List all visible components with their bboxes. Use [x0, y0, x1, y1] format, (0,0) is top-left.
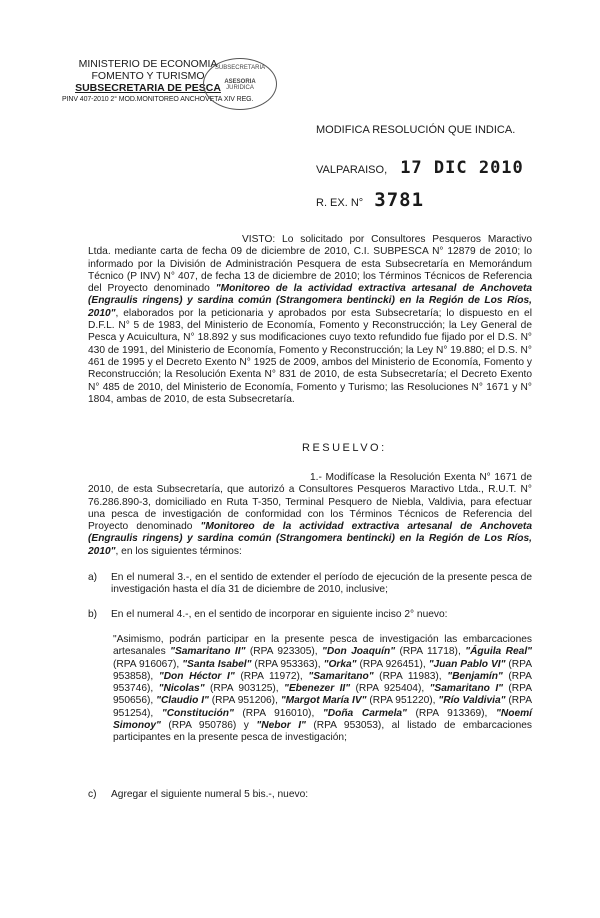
item-b-label: b): [88, 609, 98, 620]
article-1-project-title: "Monitoreo de la actividad extractiva artesanal de Anchoveta (Engraulis ringens) y sardina común (Strangomera bentincki) en la Región de Los Ríos, 2010": [88, 521, 532, 557]
article-1-text-1: 1.- Modifícase la Resolución Exenta N° 1671 de 2010, de esta Subsecretaría, que autorizó a Consultores Pesqueros Maractivo Ltda., R.U.T. N° 76.286.890-3, domiciliado en Ruta T-350, Terminal Pesquero de Niebla, Valdivia, para efectuar una pesca de investigación de conformidad con los Términos Técnicos de Referencia del Proyecto denominado: [88, 472, 532, 533]
resolution-subject: MODIFICA RESOLUCIÓN QUE INDICA.: [316, 124, 516, 136]
vessel-name: "Samaritano": [308, 670, 374, 682]
vessel-rpa: (RPA 951206),: [208, 695, 281, 707]
stamp-top-text: SUBSECRETARIA: [214, 65, 266, 71]
item-a-text: En el numeral 3.-, en el sentido de extender el período de ejecución de la presente pesca de investigación hasta el día 31 de diciembre de 2010, inclusive;: [111, 572, 532, 596]
vessel-rpa: (RPA 11718),: [395, 646, 466, 658]
vessel-name: "Nebor I": [256, 720, 306, 732]
vessel-name: "Don Joaquín": [322, 646, 396, 658]
resuelvo-heading: RESUELVO:: [302, 442, 387, 454]
vessel-rpa: (RPA 953858),: [113, 658, 532, 682]
vessel-rpa: (RPA 953053): [305, 720, 382, 732]
article-1-paragraph: [88, 472, 532, 558]
quote-lead: "Asimismo, podrán participar en la presente pesca de investigación las embarcaciones artesanales: [113, 634, 532, 658]
visto-lead: VISTO:: [242, 234, 276, 245]
subsecretaria-name: SUBSECRETARIA DE PESCA: [75, 82, 221, 94]
vessel-list-quote: [113, 634, 532, 745]
vessel-name: "Orka": [323, 658, 357, 670]
place: VALPARAISO,: [316, 164, 388, 176]
ministry-name: MINISTERIO DE ECONOMIA: [78, 58, 218, 70]
item-c-label: c): [88, 789, 97, 800]
item-c: [88, 789, 532, 803]
vessel-rpa: (RPA 913369),: [406, 707, 497, 719]
vessel-rpa: (RPA 951220),: [366, 695, 439, 707]
visto-project-title: "Monitoreo de la actividad extractiva artesanal de Anchoveta (Engraulis ringens) y sardina común (Strangomera bentincki) en la Región de Los Ríos, 2010": [88, 283, 533, 319]
vessel-rpa: (RPA 925404),: [350, 683, 430, 695]
article-1-text-2: , en los siguientes términos:: [115, 545, 242, 557]
vessel-name: "Nicolas": [158, 683, 205, 695]
vessel-name: "Samaritano II": [170, 646, 246, 658]
visto-paragraph: [88, 234, 532, 406]
vessel-rpa: (RPA 953363),: [251, 658, 324, 670]
vessel-rpa: (RPA 916067),: [113, 658, 183, 670]
item-b-text: En el numeral 4.-, en el sentido de incorporar en siguiente inciso 2° nuevo:: [111, 609, 448, 620]
vessel-name: "Santa Isabel": [182, 658, 252, 670]
vessel-name: "Juan Pablo VI": [428, 658, 506, 670]
place-date-line: [316, 158, 524, 178]
quote-tail: , al listado de embarcaciones participantes en la presente pesca de investigación;: [113, 720, 532, 744]
vessel-rpa: (RPA 903125),: [204, 683, 285, 695]
vessel-rpa: (RPA 950656),: [113, 683, 533, 707]
vessel-name: "Margot María IV": [280, 695, 367, 707]
file-reference: PINV 407-2010 2° MOD.MONITOREO ANCHOVETA XIV REG.: [62, 96, 254, 103]
rex-number: 3781: [374, 189, 425, 211]
legal-stamp: [203, 58, 277, 110]
vessel-rpa: (RPA 953746),: [113, 670, 532, 695]
vessel-list: [113, 646, 532, 731]
vessel-rpa: (RPA 923305),: [245, 646, 323, 658]
vessel-rpa: (RPA 11983),: [373, 670, 448, 682]
vessel-rpa: (RPA 926451),: [356, 658, 429, 670]
resolution-number-line: [316, 189, 424, 211]
vessel-name: "Claudio I": [156, 695, 209, 707]
date-stamp: 17 DIC 2010: [400, 158, 524, 178]
vessel-name: "Doña Carmela": [322, 707, 407, 719]
item-c-text: Agregar el siguiente numeral 5 bis.-, nuevo:: [111, 789, 309, 800]
vessel-name: "Río Valdivia": [438, 695, 506, 707]
vessel-rpa: (RPA 11972),: [234, 670, 309, 682]
vessel-name: "Ebenezer II": [284, 683, 351, 695]
rex-label: R. EX. N°: [316, 197, 364, 209]
visto-text-1: Lo solicitado por Consultores Pesqueros Maractivo Ltda. mediante carta de fecha 09 de diciembre de 2010, C.I. SUBPESCA N° 12879 de 2010; lo informado por la División de Administración Pesquera de esta Subsecretaría en Memorándum Técnico (P INV) N° 407, de fecha 13 de diciembre de 2010; los Términos Técnicos de Referencia del Proyecto denominado: [88, 234, 532, 295]
vessel-name: "Benjamín": [447, 670, 503, 682]
vessel-name: "Samaritano I": [429, 683, 503, 695]
visto-text-2: , elaborados por la peticionaria y aprobados por esta Subsecretaría; lo dispuesto en el D.F.L. N° 5 de 1983, del Ministerio de Economía, Fomento y Reconstrucción; la Ley General de Pesca y Acuicultura, N° 18.892 y sus modificaciones cuyo texto refundido fue fijado por el D.S. N° 430 de 1991, del Ministerio de Economía, Fomento y Reconstrucción; la Ley N° 19.880; el D.S. N° 461 de 1995 y el Decreto Exento N° 1925 de 2009, ambos del Ministerio de Economía, Fomento y Reconstrucción; la Resolución Exenta N° 831 de 2010, de esta Subsecretaría; el Decreto Exento N° 485 de 2010, del Ministerio de Economía, Fomento y Turismo; las Resoluciones N° 1671 y N° 1804, ambas de 2010, de esta Subsecretaría.: [88, 307, 532, 405]
item-b: [88, 609, 532, 623]
vessel-rpa: (RPA 916010),: [233, 707, 323, 719]
item-a-label: a): [88, 572, 98, 583]
vessel-name: "Don Héctor I": [158, 670, 235, 682]
ministry-subname: FOMENTO Y TURISMO: [91, 70, 205, 82]
item-a: [88, 572, 532, 602]
vessel-name: "Noemí Simonoy": [113, 707, 532, 732]
vessel-rpa: (RPA 950786) y: [160, 720, 257, 732]
vessel-name: "Águila Real": [465, 646, 533, 658]
vessel-rpa: (RPA 951254),: [113, 695, 532, 719]
stamp-bottom-text: JURIDICA: [226, 85, 254, 91]
vessel-name: "Constitución": [161, 707, 234, 719]
stamp-middle-text: ASESORIA: [224, 79, 256, 85]
